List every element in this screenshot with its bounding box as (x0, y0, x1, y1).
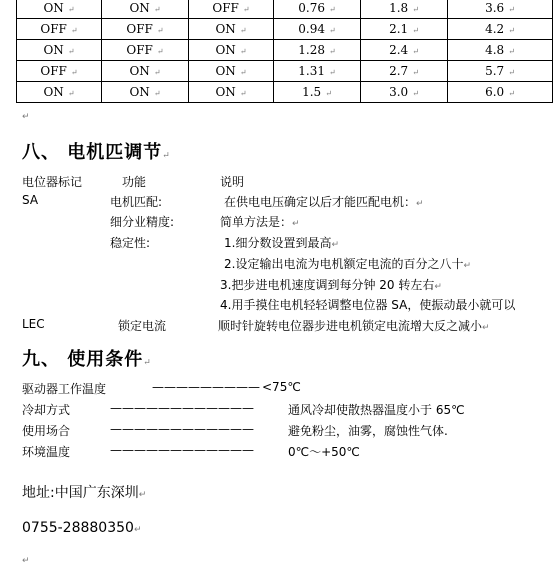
paragraph-mark: ↵ (70, 26, 78, 35)
paragraph-mark: ↵ (156, 47, 164, 56)
table-cell: ON ↵ (189, 82, 274, 103)
table-cell: 0.94 ↵ (274, 19, 361, 40)
table-cell: ON ↵ (17, 40, 102, 61)
condition-label: 冷却方式 (22, 403, 71, 417)
paragraph-mark: ↵ (162, 151, 171, 161)
paragraph-mark: ↵ (239, 68, 247, 77)
section-9-title (22, 345, 152, 371)
paragraph-mark: ↵ (153, 89, 161, 98)
table-row (17, 40, 553, 61)
table-cell: 1.31 ↵ (274, 61, 361, 82)
paragraph-mark: ↵ (22, 556, 30, 566)
table-cell: ON ↵ (102, 0, 189, 19)
paragraph-mark: ↵ (412, 68, 419, 77)
table-cell: OFF ↵ (17, 19, 102, 40)
table-cell: 6.0 ↵ (448, 82, 553, 103)
table-cell: 4.8 ↵ (448, 40, 553, 61)
table-row (17, 0, 553, 19)
table-cell: 2.1 ↵ (361, 19, 448, 40)
table-cell: 3.0 ↵ (361, 82, 448, 103)
col-header-desc: 说明 (220, 175, 245, 189)
col-header-func: 功能 (122, 175, 147, 189)
paragraph-mark: ↵ (412, 47, 419, 56)
step-4: 4.用手摸住电机轻轻调整电位器 SA，使振动最小就可以 (220, 298, 516, 312)
condition-dashes: ———————————— (110, 422, 254, 436)
condition-label: 使用场合 (22, 424, 71, 438)
func-stability: 稳定性: (110, 236, 151, 250)
paragraph-mark: ↵ (156, 26, 164, 35)
paragraph-mark: ↵ (70, 68, 78, 77)
table-cell: ON ↵ (189, 61, 274, 82)
table-cell: ON ↵ (17, 0, 102, 19)
condition-value: 通风冷却使散热器温度小于 65℃ (288, 403, 465, 417)
paragraph-mark: ↵ (508, 26, 515, 35)
lec-desc: 顺时针旋转电位器步进电机锁定电流增大反之减小↵ (218, 319, 490, 333)
table-cell: OFF ↵ (17, 61, 102, 82)
func-precision: 细分业精度: (110, 215, 175, 229)
paragraph-mark: ↵ (508, 47, 515, 56)
condition-dashes: ———————————— (110, 401, 254, 415)
table-row (17, 82, 553, 103)
sa-label: SA (22, 193, 39, 207)
address: 地址:中国广东深圳↵ (22, 485, 147, 501)
paragraph-mark: ↵ (508, 5, 515, 14)
paragraph-mark: ↵ (22, 112, 30, 122)
condition-row (22, 443, 360, 460)
table-cell: ON ↵ (189, 19, 274, 40)
step-1: 1.细分数设置到最高↵ (224, 236, 339, 250)
paragraph-mark: ↵ (508, 89, 515, 98)
paragraph-mark: ↵ (153, 5, 161, 14)
paragraph-mark: ↵ (508, 68, 515, 77)
func-motor-match: 电机匹配: (110, 195, 163, 209)
table-cell: 2.7 ↵ (361, 61, 448, 82)
condition-value: 避免粉尘，油雾，腐蚀性气体. (288, 424, 448, 438)
condition-row (22, 401, 465, 418)
paragraph-mark: ↵ (325, 89, 332, 98)
table-cell: OFF ↵ (102, 40, 189, 61)
desc-motor-match: 在供电电压确定以后才能匹配电机：↵ (224, 195, 424, 209)
paragraph-mark: ↵ (329, 26, 336, 35)
table-cell: ON ↵ (102, 82, 189, 103)
table-cell: ON ↵ (189, 40, 274, 61)
table-cell: 1.28 ↵ (274, 40, 361, 61)
table-cell: 1.8 ↵ (361, 0, 448, 19)
desc-simple-method: 简单方法是：↵ (220, 215, 300, 229)
table-cell: 3.6 ↵ (448, 0, 553, 19)
paragraph-mark: ↵ (67, 5, 75, 14)
table-cell: ON ↵ (102, 61, 189, 82)
step-2: 2.设定输出电流为电机额定电流的百分之八十↵ (224, 257, 471, 271)
table-row (17, 61, 553, 82)
section-9-title-text: 九、 使用条件 (22, 349, 144, 370)
paragraph-mark: ↵ (412, 26, 419, 35)
condition-value: 0℃～+50℃ (288, 445, 360, 459)
table-cell: 5.7 ↵ (448, 61, 553, 82)
phone: 0755-28880350↵ (22, 520, 142, 536)
paragraph-mark: ↵ (239, 47, 247, 56)
section-8-title (22, 138, 171, 164)
paragraph-mark: ↵ (412, 5, 419, 14)
condition-label: 环境温度 (22, 445, 71, 459)
paragraph-mark: ↵ (329, 47, 336, 56)
paragraph-mark: ↵ (239, 26, 247, 35)
col-header-pot: 电位器标记 (22, 175, 83, 189)
condition-label: 驱动器工作温度 (22, 382, 107, 396)
paragraph-mark: ↵ (242, 5, 250, 14)
paragraph-mark: ↵ (329, 5, 336, 14)
table-cell: 4.2 ↵ (448, 19, 553, 40)
table-row (17, 19, 553, 40)
switch-current-table (16, 0, 553, 103)
lec-func: 锁定电流 (118, 319, 167, 333)
paragraph-mark: ↵ (239, 89, 247, 98)
condition-row (22, 422, 448, 439)
paragraph-mark: ↵ (67, 47, 75, 56)
table-cell: 2.4 ↵ (361, 40, 448, 61)
condition-dashes: ———————————— (110, 443, 254, 457)
section-8-title-text: 八、 电机匹调节 (22, 142, 163, 163)
table-cell: 1.5 ↵ (274, 82, 361, 103)
condition-dashes: ————————— (152, 380, 260, 394)
table-cell: 0.76 ↵ (274, 0, 361, 19)
lec-label: LEC (22, 317, 45, 331)
table-cell: OFF ↵ (189, 0, 274, 19)
condition-row (22, 380, 301, 397)
paragraph-mark: ↵ (67, 89, 75, 98)
paragraph-mark: ↵ (153, 68, 161, 77)
table-cell: OFF ↵ (102, 19, 189, 40)
paragraph-mark: ↵ (412, 89, 419, 98)
paragraph-mark: ↵ (143, 358, 152, 368)
table-cell: ON ↵ (17, 82, 102, 103)
condition-value: <75℃ (262, 380, 301, 394)
step-3: 3.把步进电机速度调到每分钟 20 转左右↵ (220, 278, 442, 292)
paragraph-mark: ↵ (329, 68, 336, 77)
